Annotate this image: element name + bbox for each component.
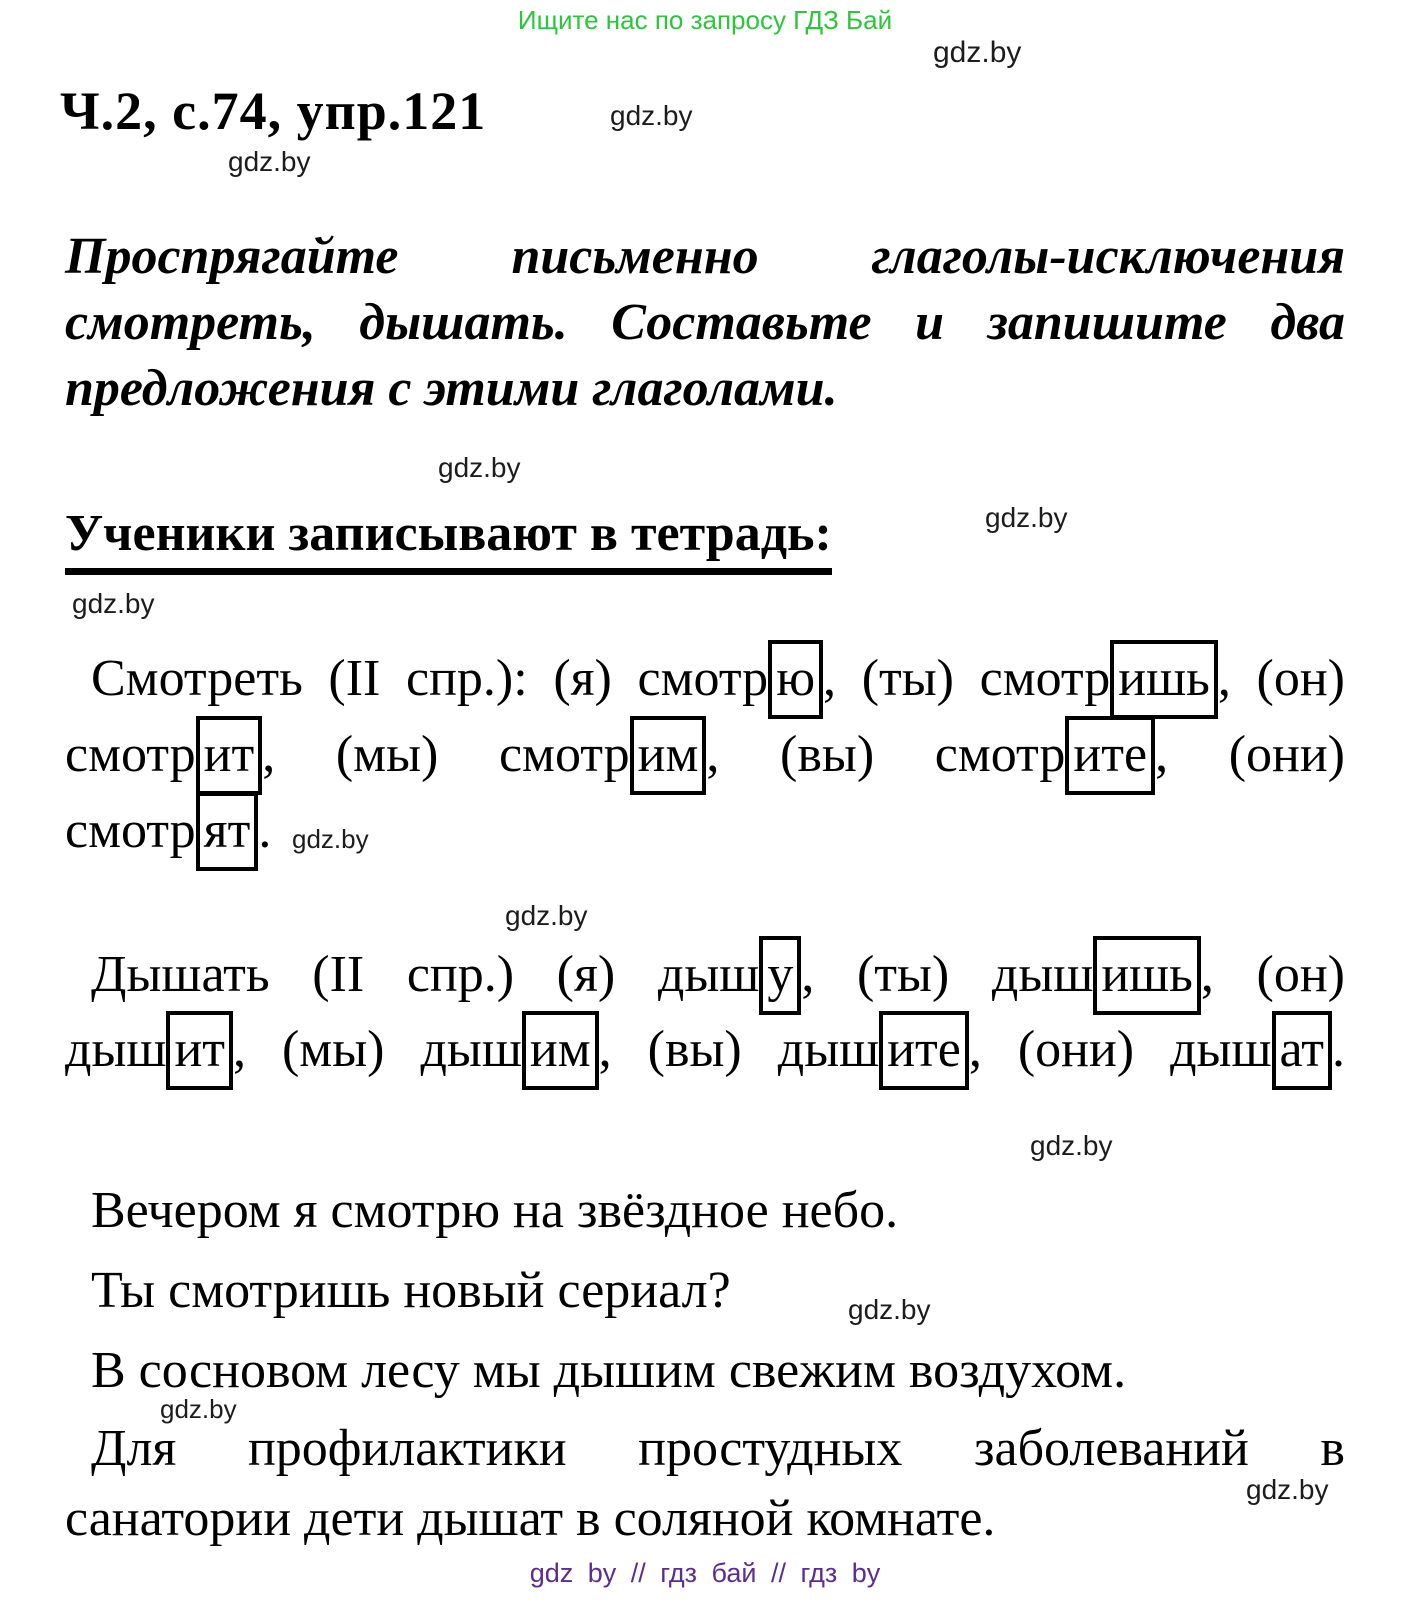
sentence-4-line-2: санатории дети дышат в соляной комнате. (65, 1490, 996, 1547)
verb-ending-box: ят (196, 792, 259, 871)
verb-ending-box: им (630, 716, 707, 795)
sentence-4-line-1: Для профилактики простудных заболеваний в (91, 1420, 1345, 1477)
gdz-watermark: gdz.by (1246, 1474, 1329, 1505)
exercise-reference: Ч.2, с.74, упр.121 (60, 81, 487, 141)
gdz-watermark: gdz.by (160, 1394, 237, 1424)
verb-ending-box: ишь (1093, 936, 1201, 1015)
sentence-3: В сосновом лесу мы дышим свежим воздухом. (91, 1342, 1127, 1399)
gdz-watermark: gdz.by (438, 452, 521, 483)
task-line-1: Проспрягайте письменно глаголы-исключения (65, 228, 1345, 285)
gdz-watermark: gdz.by (848, 1294, 931, 1325)
sentence-2: Ты смотришь новый сериал? (91, 1262, 731, 1319)
conjugation-smotret-line-3: смотр ят . (65, 802, 1345, 860)
task-line-2: смотреть, дышать. Составьте и запишите два (65, 294, 1345, 351)
gdz-watermark: gdz.by (933, 36, 1022, 69)
gdz-watermark: gdz.by (1030, 1130, 1113, 1161)
gdz-watermark: gdz.by (610, 100, 693, 131)
verb-ending-box: ит (196, 716, 263, 795)
promo-banner: Ищите нас по запросу ГДЗ Бай (517, 5, 893, 35)
gdz-watermark: gdz.by (505, 900, 588, 931)
verb-ending-box: у (759, 936, 801, 1015)
sentence-1: Вечером я смотрю на звёздное небо. (91, 1182, 899, 1239)
verb-ending-box: ит (166, 1011, 233, 1090)
verb-ending-box: ите (1065, 716, 1155, 795)
footer-links: gdz by // гдз бай // гдз by (529, 1558, 881, 1588)
gdz-watermark: gdz.by (72, 588, 155, 619)
gdz-watermark: gdz.by (292, 824, 369, 854)
gdz-watermark: gdz.by (228, 146, 311, 177)
conjugation-dyshat-line-2: дыш ит , (мы) дыш им , (вы) дыш ите , (они) дыш ат . (65, 1021, 1345, 1079)
conjugation-smotret-line-1: Смотреть (II спр.): (я) смотр ю , (ты) смотр ишь , (он) (65, 650, 1345, 708)
conjugation-smotret-line-2: смотр ит , (мы) смотр им , (вы) смотр ите , (они) (65, 726, 1345, 784)
verb-ending-box: ат (1272, 1011, 1332, 1090)
verb-ending-box: им (522, 1011, 599, 1090)
section-heading: Ученики записывают в тетрадь: (65, 504, 832, 575)
gdz-watermark: gdz.by (985, 502, 1068, 533)
verb-ending-box: ю (768, 640, 823, 719)
conjugation-dyshat-line-1: Дышать (II спр.) (я) дыш у , (ты) дыш ишь , (он) (65, 946, 1345, 1004)
verb-ending-box: ите (879, 1011, 969, 1090)
verb-ending-box: ишь (1110, 640, 1218, 719)
task-line-3: предложения с этими глаголами. (65, 360, 838, 417)
